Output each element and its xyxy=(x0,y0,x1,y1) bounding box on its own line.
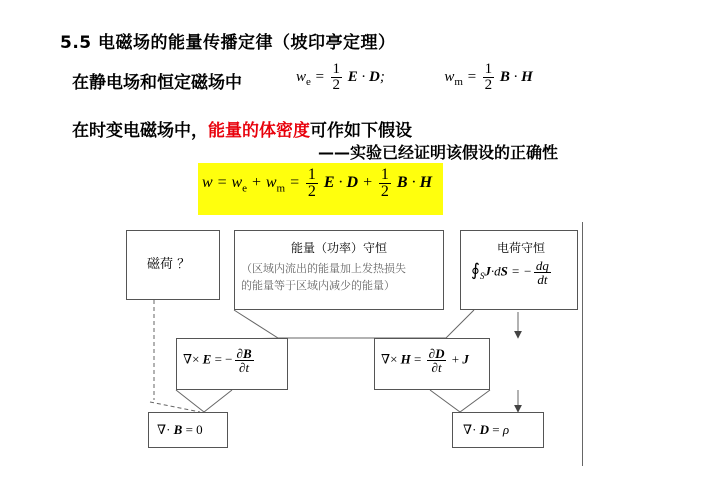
ampere-curl-box xyxy=(374,338,490,390)
magnetic-charge-label: 磁荷 ？ xyxy=(147,257,191,272)
faraday-curl-box xyxy=(176,338,288,390)
energy-density-highlight: 能量的体密度 xyxy=(208,121,310,141)
page-title: 5.5 电磁场的能量传播定律（坡印亭定理） xyxy=(60,33,396,53)
continuity-equation: $∮_SJ\cdot dS$ = − $\frac{dq}{dt}$ xyxy=(471,258,549,287)
ampere-funnel xyxy=(430,390,490,412)
energy-conservation-desc-1: （区域内流出的能量加上发热损失 xyxy=(241,262,406,275)
div-b-box xyxy=(148,412,228,448)
formula-static: $w_e$ = $\frac{1}{2}$ E · D; $w_m$ = $\frac{1}{2}$ B · H xyxy=(296,61,533,93)
charge-conservation-box xyxy=(460,230,578,310)
formula-total: $w = w_e + w_m$ = $\frac{1}{2}$ E · D + $\frac{1}{2}$ B · H xyxy=(202,166,433,200)
verified-note: ——实验已经证明该假设的正确性 xyxy=(318,143,559,162)
timevarying-prefix: 在时变电磁场中， xyxy=(72,121,208,141)
static-intro: 在静电场和恒定磁场中 xyxy=(72,73,242,93)
energy-funnel xyxy=(234,310,474,338)
energy-conservation-box xyxy=(234,230,444,310)
div-d-equation: ∇· D = ρ xyxy=(463,422,510,437)
energy-conservation-title: 能量（功率）守恒 xyxy=(291,241,388,255)
energy-conservation-desc-2: 的能量等于区域内减少的能量） xyxy=(241,279,395,292)
timevarying-suffix: 可作如下假设 xyxy=(310,121,412,141)
ampere-equation: ∇× H = $\frac{\partial D}{\partial t}$ + J xyxy=(381,346,469,375)
div-b-equation: ∇· B = 0 xyxy=(157,422,203,437)
magnetic-charge-box xyxy=(126,230,220,300)
div-d-box xyxy=(452,412,544,448)
faraday-equation: ∇× E = − $\frac{\partial B}{\partial t}$ xyxy=(183,346,252,375)
charge-conservation-title: 电荷守恒 xyxy=(497,241,546,255)
